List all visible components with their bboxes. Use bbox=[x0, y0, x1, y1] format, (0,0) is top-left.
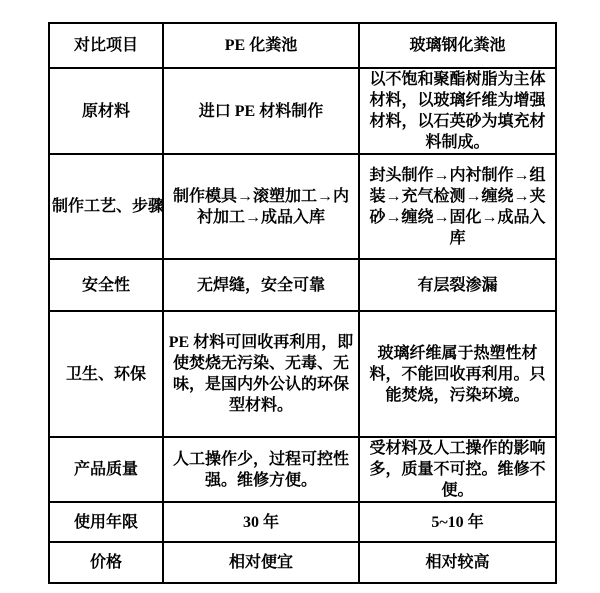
row-label-raw-materials: 原材料 bbox=[49, 68, 163, 154]
row-label-service-life: 使用年限 bbox=[49, 502, 163, 542]
cell-frp-raw-materials: 以不饱和聚酯树脂为主体材料，以玻璃纤维为增强材料，以石英砂为填充材料制成。 bbox=[359, 68, 556, 154]
cell-pe-product-quality: 人工操作少，过程可控性强。维修方便。 bbox=[163, 437, 359, 502]
row-label-product-quality: 产品质量 bbox=[49, 437, 163, 502]
cell-frp-service-life: 5~10 年 bbox=[359, 502, 556, 542]
cell-frp-price: 相对较高 bbox=[359, 542, 556, 583]
comparison-table bbox=[48, 22, 557, 584]
table-row-price bbox=[49, 542, 556, 583]
cell-pe-safety: 无焊缝，安全可靠 bbox=[163, 259, 359, 311]
table-row-hygiene-environment bbox=[49, 311, 556, 437]
cell-pe-raw-materials: 进口 PE 材料制作 bbox=[163, 68, 359, 154]
table-row-safety bbox=[49, 259, 556, 311]
cell-frp-hygiene-environment: 玻璃纤维属于热塑性材料，不能回收再利用。只能焚烧，污染环境。 bbox=[359, 311, 556, 437]
row-label-hygiene-environment: 卫生、环保 bbox=[49, 311, 163, 437]
cell-pe-hygiene-environment: PE 材料可回收再利用，即使焚烧无污染、无毒、无味，是国内外公认的环保型材料。 bbox=[163, 311, 359, 437]
table-row-process-steps bbox=[49, 154, 556, 259]
header-pe-tank: PE 化粪池 bbox=[163, 23, 359, 68]
header-compare-item: 对比项目 bbox=[49, 23, 163, 68]
cell-pe-service-life: 30 年 bbox=[163, 502, 359, 542]
cell-frp-process-steps: 封头制作→内衬制作→组装→充气检测→缠绕→夹砂→缠绕→固化→成品入库 bbox=[359, 154, 556, 259]
table-row-service-life bbox=[49, 502, 556, 542]
cell-frp-product-quality: 受材料及人工操作的影响多，质量不可控。维修不便。 bbox=[359, 437, 556, 502]
cell-pe-process-steps: 制作模具→滚塑加工→内衬加工→成品入库 bbox=[163, 154, 359, 259]
cell-frp-safety: 有层裂渗漏 bbox=[359, 259, 556, 311]
row-label-safety: 安全性 bbox=[49, 259, 163, 311]
header-frp-tank: 玻璃钢化粪池 bbox=[359, 23, 556, 68]
cell-pe-price: 相对便宜 bbox=[163, 542, 359, 583]
row-label-price: 价格 bbox=[49, 542, 163, 583]
table-row-raw-materials bbox=[49, 68, 556, 154]
row-label-process-steps: 制作工艺、步骤 bbox=[49, 154, 163, 259]
table-row-product-quality bbox=[49, 437, 556, 502]
table-header-row bbox=[49, 23, 556, 68]
